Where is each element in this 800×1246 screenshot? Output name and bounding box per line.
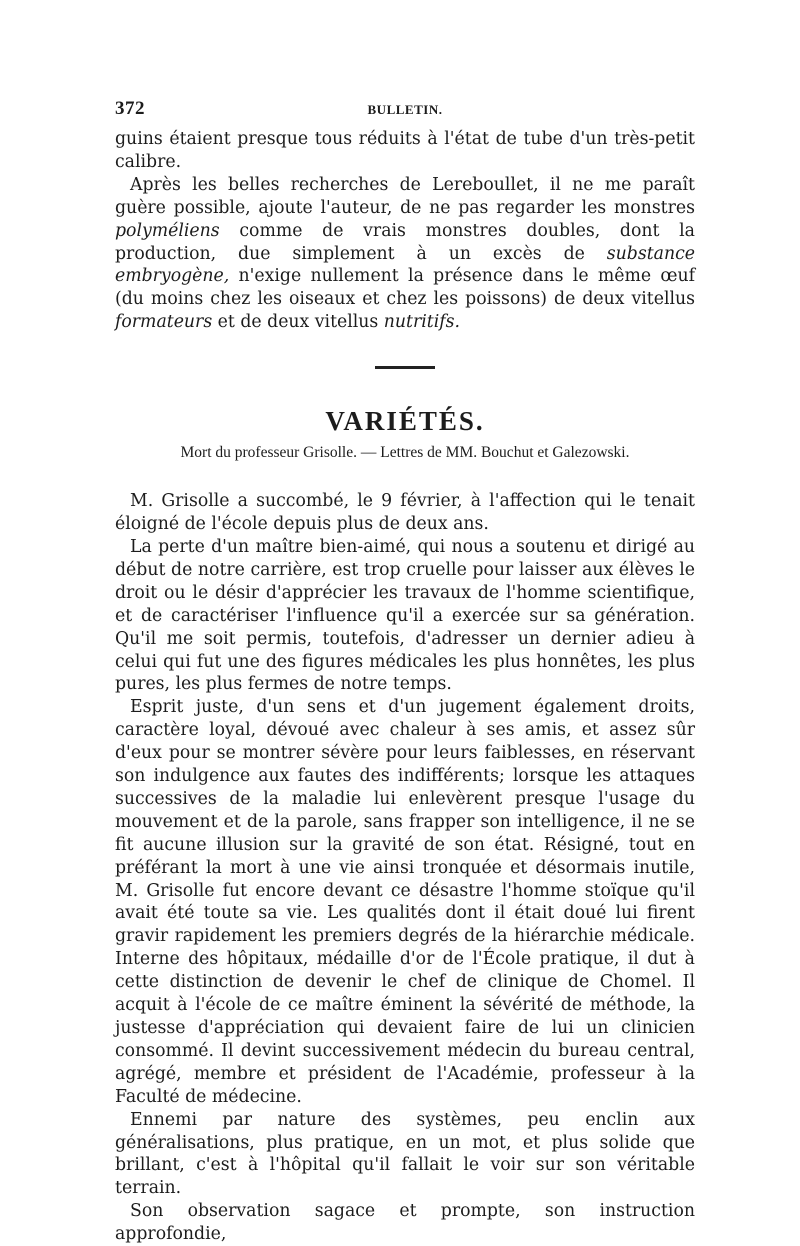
italic-term: formateurs [115, 312, 213, 333]
text-run: Après les belles recherches de Lereboullet, il ne me paraît guère possible, ajoute l'auteur, de ne pas regarder les monstres [115, 174, 695, 218]
running-head [115, 98, 695, 128]
page-number: 372 [115, 98, 145, 119]
section-subtitle: Mort du professeur Grisolle. — Lettres de MM. Bouchut et Galezowski. [180, 444, 630, 462]
text-run: comme de vrais monstres doubles, dont la production, due simplement à un excès de [115, 220, 695, 264]
continued-text [115, 128, 695, 334]
section-title: VARIÉTÉS. [325, 406, 485, 437]
article-body [115, 490, 695, 1246]
paragraph: guins étaient presque tous réduits à l'état de tube d'un très-petit calibre. [115, 129, 695, 172]
italic-term: nutritifs. [383, 312, 461, 333]
italic-term: substance embryogène, [115, 243, 695, 287]
running-head-title: BULLETIN. [367, 102, 443, 117]
paragraph: La perte d'un maître bien-aimé, qui nous a soutenu et dirigé au début de notre carrière, est trop cruelle pour laisser aux élèves le droit ou le désir d'apprécier les travaux de l'homme scientifique, et de caractériser l'influence qu'il a exercée sur sa génération. Qu'il me soit permis, toutefois, d'adresser un dernier adieu à celui qui fut une des figures médicales les plus honnêtes, les plus pures, les plus fermes de notre temps. [115, 536, 695, 695]
paragraph [115, 174, 695, 334]
paragraph: M. Grisolle a succombé, le 9 février, à l'affection qui le tenait éloigné de l'école depuis plus de deux ans. [115, 491, 695, 535]
text-run: et de deux vitellus [212, 312, 384, 333]
paragraph: Son observation sagace et prompte, son instruction approfondie, [115, 1201, 695, 1245]
paragraph: Ennemi par nature des systèmes, peu enclin aux généralisations, plus pratique, en un mot, et plus solide que brillant, c'est à l'hôpital qu'il fallait le voir sur son véritable terrain. [115, 1109, 695, 1199]
text-run: n'exige nullement la présence dans le même œuf (du moins chez les oiseaux et chez les poissons) de deux vitellus [115, 266, 695, 310]
italic-term: polyméliens [115, 220, 220, 241]
section-divider [375, 366, 435, 369]
book-page [115, 98, 695, 1246]
paragraph: Esprit juste, d'un sens et d'un jugement également droits, caractère loyal, dévoué avec chaleur à ses amis, et assez sûr d'eux pour se montrer sévère pour leurs faiblesses, en réservant son indulgence aux fautes des indifférents; lorsque les attaques successives de la maladie lui enlevèrent presque l'usage du mouvement et de la parole, sans frapper son intelligence, il ne se fit aucune illusion sur la gravité de son état. Résigné, tout en préférant la mort à une vie ainsi tronquée et désormais inutile, M. Grisolle fut encore devant ce désastre l'homme stoïque qu'il avait été toute sa vie. Les qualités dont il était doué lui firent gravir rapidement les premiers degrés de la hiérarchie médicale. Interne des hôpitaux, médaille d'or de l'École pratique, il dut à cette distinction de devenir le chef de clinique de Chomel. Il acquit à l'école de ce maître éminent la sévérité de méthode, la justesse d'appréciation qui devaient faire de lui un clinicien consommé. Il devint successivement médecin du bureau central, agrégé, membre et président de l'Académie, professeur à la Faculté de médecine. [115, 697, 695, 1107]
